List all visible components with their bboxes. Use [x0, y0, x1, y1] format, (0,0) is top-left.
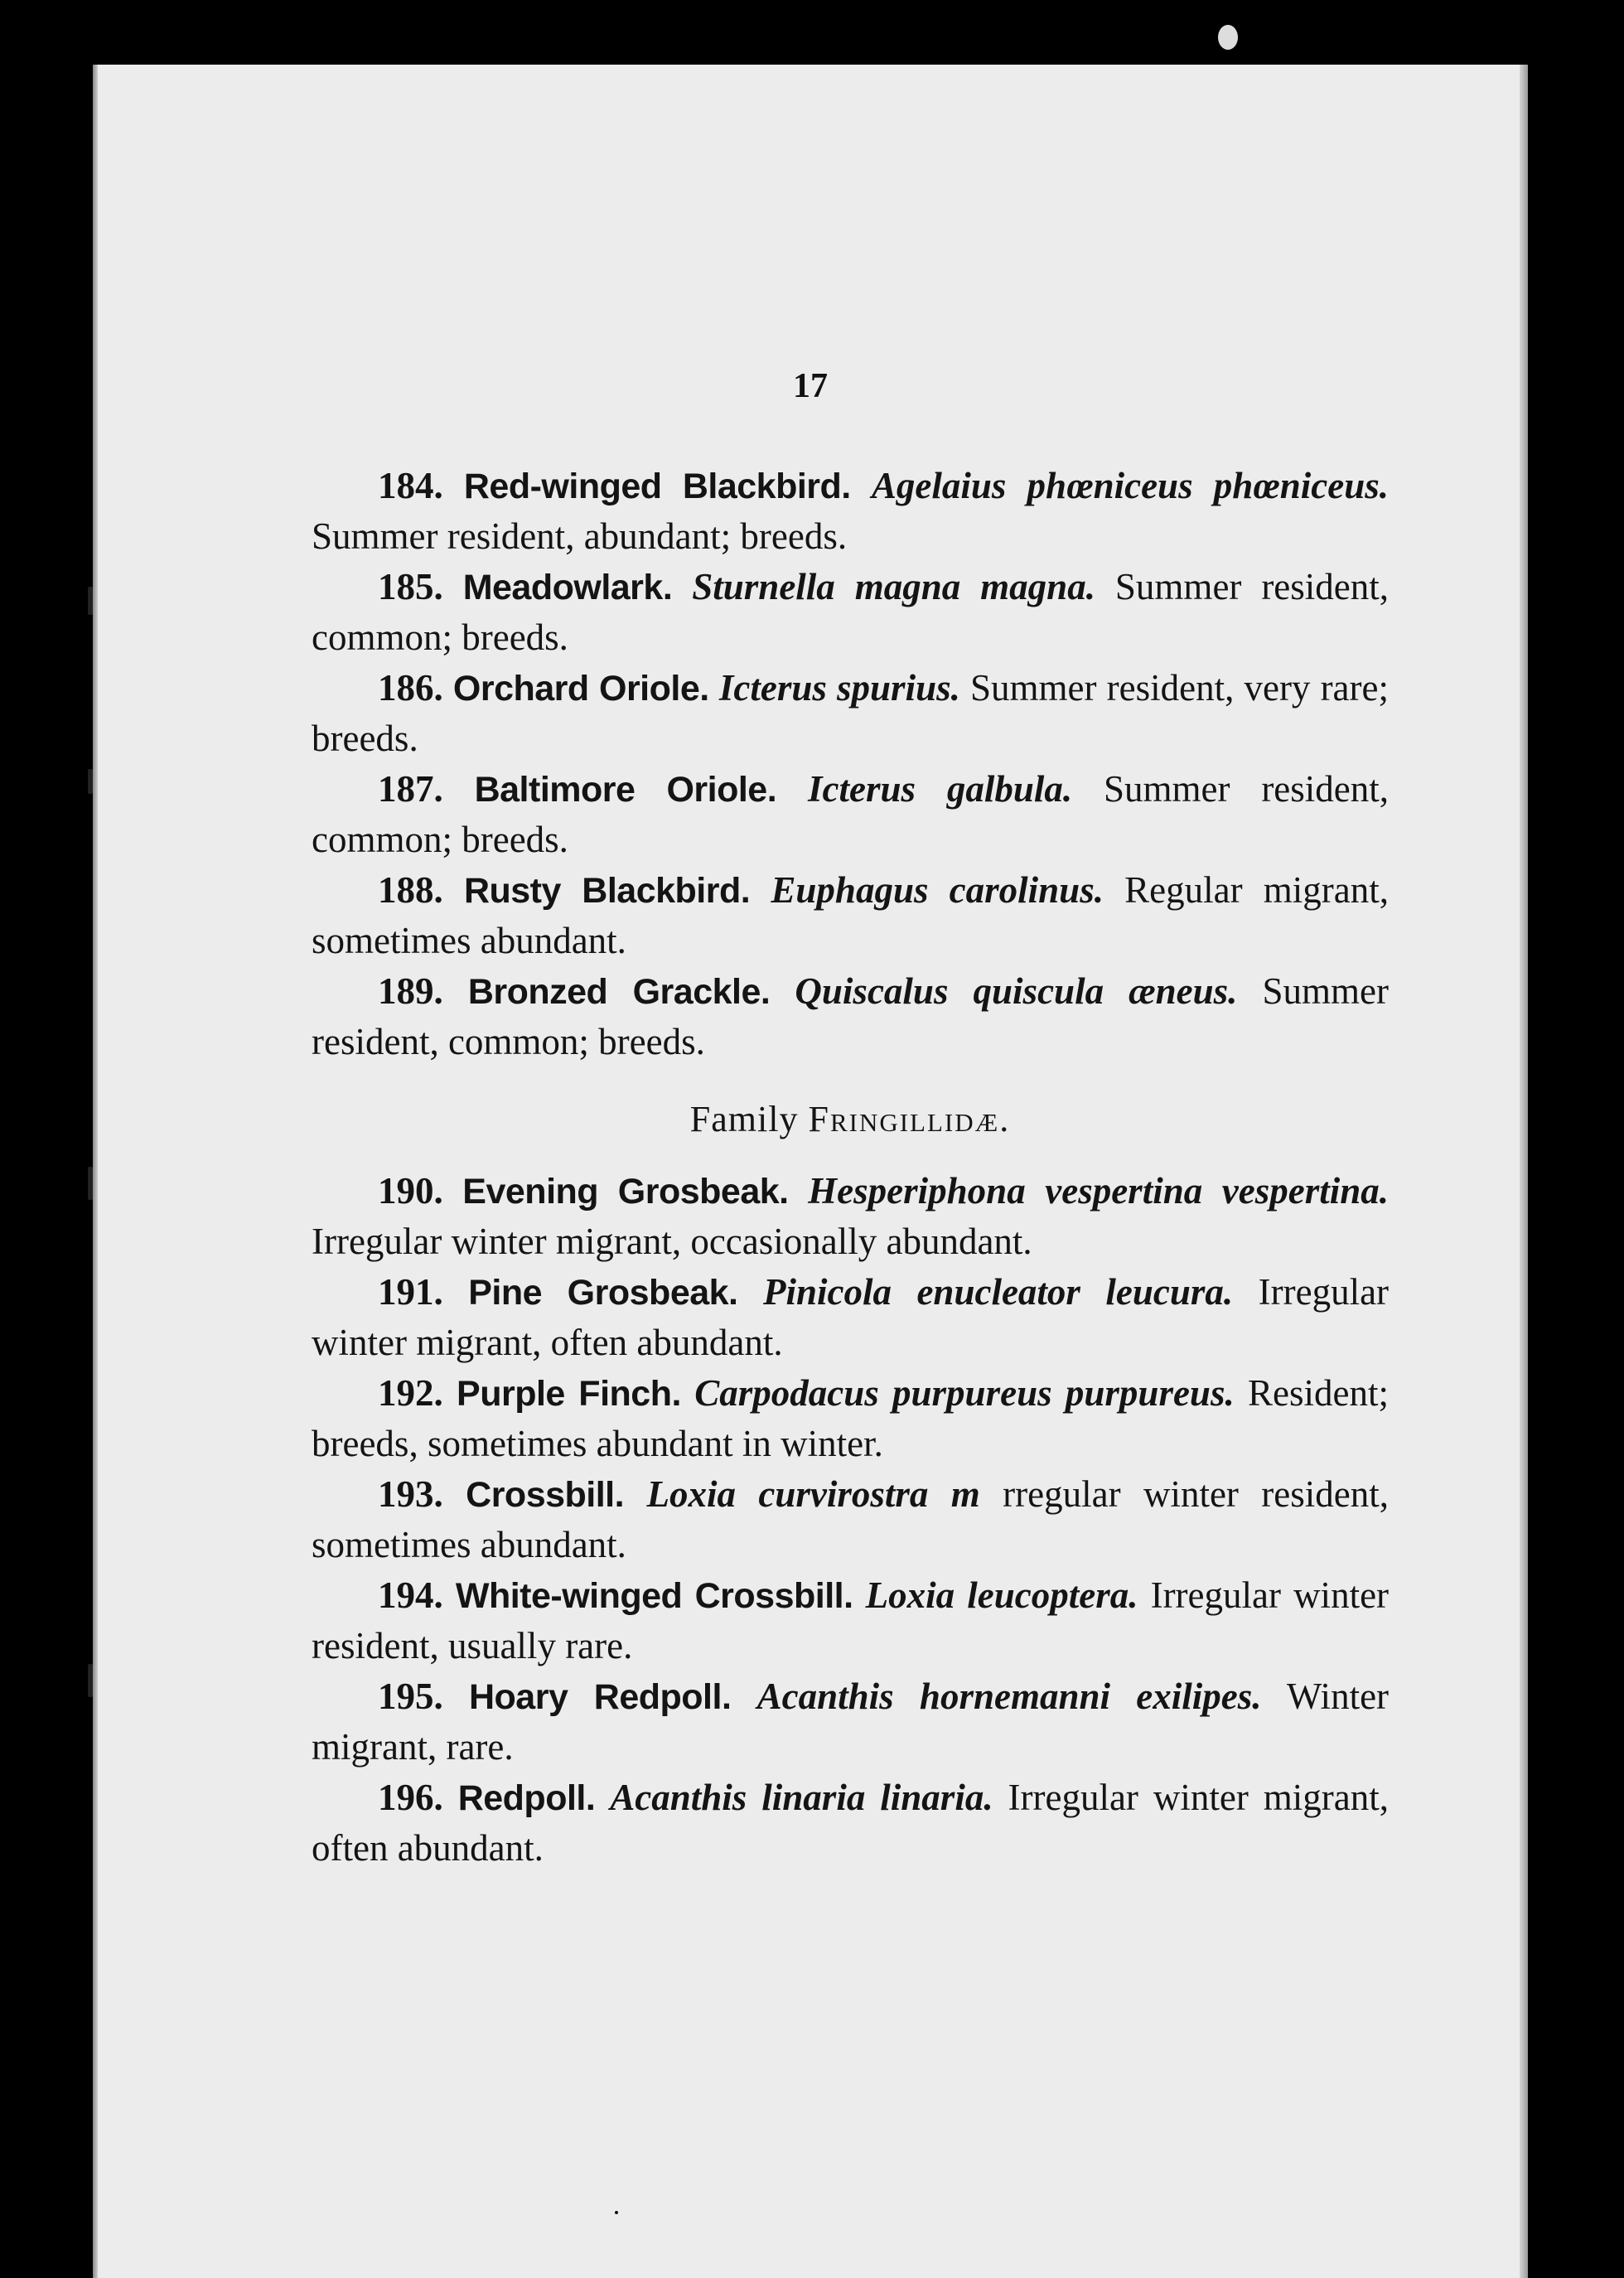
scientific-name: Euphagus carolinus. — [771, 869, 1104, 911]
common-name: Hoary Redpoll. — [468, 1677, 732, 1717]
common-name: Rusty Blackbird. — [463, 871, 751, 911]
common-name: White-winged Crossbill. — [455, 1576, 853, 1616]
entry-number: 189. — [378, 970, 443, 1012]
scientific-name: Acanthis hornemanni exilipes. — [756, 1676, 1262, 1717]
common-name: Purple Finch. — [457, 1374, 681, 1414]
status-note: Irregular winter migrant, occasionally abundant. — [312, 1221, 1032, 1262]
scientific-name: Hesperiphona vespertina vespertina. — [808, 1170, 1389, 1212]
gutter-speck — [88, 1664, 93, 1697]
entry-number: 193. — [378, 1473, 443, 1515]
species-entry-184 — [312, 461, 1389, 561]
common-name: Meadowlark. — [462, 568, 673, 607]
status-note: Summer resident, very rare; breeds. — [312, 667, 1389, 759]
common-name: Redpoll. — [457, 1778, 596, 1818]
scientific-name: Icterus galbula. — [808, 768, 1073, 810]
scientific-name: Carpodacus purpureus purpureus. — [694, 1372, 1235, 1414]
species-entry-193 — [312, 1469, 1389, 1569]
species-entry-189 — [312, 966, 1389, 1066]
status-note: Regular migrant, sometimes abundant. — [312, 869, 1390, 961]
scientific-name: Loxia leucoptera. — [865, 1574, 1138, 1616]
common-name: Bronzed Grackle. — [467, 972, 771, 1012]
scientific-name: Agelaius phœniceus phœniceus. — [871, 465, 1389, 506]
status-note: rregular winter resident, sometimes abundant. — [312, 1473, 1389, 1565]
entry-number: 194. — [378, 1574, 443, 1616]
scientific-name: Icterus spurius. — [718, 667, 960, 709]
species-entry-195 — [312, 1671, 1389, 1772]
gutter-speck — [88, 1167, 93, 1200]
scan-blemish — [1218, 25, 1238, 50]
species-entry-196 — [312, 1773, 1389, 1873]
species-entry-190 — [312, 1166, 1389, 1266]
entry-number: 185. — [378, 566, 443, 607]
book-page — [93, 65, 1528, 2278]
status-note: Irregular winter resident, usually rare. — [312, 1574, 1390, 1666]
species-entry-194 — [312, 1570, 1389, 1671]
status-note: Summer resident, common; breeds. — [312, 768, 1390, 860]
entry-number: 195. — [378, 1676, 443, 1717]
status-note: Irregular winter migrant, often abundant. — [312, 1777, 1389, 1869]
family-heading — [312, 1095, 1389, 1144]
entry-number: 184. — [378, 465, 443, 506]
entry-number: 188. — [378, 869, 443, 911]
scientific-name: Sturnella magna magna. — [692, 566, 1095, 607]
dust-speck — [615, 2211, 618, 2214]
gutter-speck — [88, 587, 93, 615]
entry-number: 196. — [378, 1777, 443, 1818]
scientific-name: Loxia curvirostra m — [646, 1473, 980, 1515]
species-entry-186 — [312, 663, 1389, 763]
species-list — [312, 461, 1389, 1874]
status-note: Resident; breeds, sometimes abundant in winter. — [312, 1372, 1389, 1464]
status-note: Summer resident, common; breeds. — [312, 566, 1390, 658]
species-entry-191 — [312, 1267, 1389, 1367]
species-entry-185 — [312, 562, 1389, 662]
family-heading-name: Fringillidæ. — [808, 1099, 1011, 1139]
common-name: Red-winged Blackbird. — [463, 467, 851, 506]
entry-number: 191. — [378, 1271, 443, 1313]
species-entry-187 — [312, 764, 1389, 864]
status-note: Summer resident, common; breeds. — [312, 970, 1390, 1062]
entry-number: 192. — [378, 1372, 443, 1414]
entry-number: 187. — [378, 768, 443, 810]
species-entry-192 — [312, 1368, 1389, 1468]
status-note: Winter migrant, rare. — [312, 1676, 1390, 1768]
species-entry-188 — [312, 865, 1389, 965]
common-name: Baltimore Oriole. — [474, 770, 777, 810]
common-name: Evening Grosbeak. — [462, 1172, 789, 1212]
common-name: Pine Grosbeak. — [468, 1273, 738, 1313]
status-note: Irregular winter migrant, often abundant. — [312, 1271, 1390, 1363]
scientific-name: Acanthis linaria linaria. — [610, 1777, 993, 1818]
page-number: 17 — [793, 367, 828, 405]
scientific-name: Quiscalus quiscula æneus. — [795, 970, 1238, 1012]
gutter-speck — [88, 769, 93, 794]
entry-number: 190. — [378, 1170, 443, 1212]
family-heading-prefix: Family — [689, 1099, 799, 1139]
scientific-name: Pinicola enucleator leucura. — [762, 1271, 1234, 1313]
common-name: Crossbill. — [466, 1475, 625, 1515]
common-name: Orchard Oriole. — [452, 669, 709, 709]
status-note: Summer resident, abundant; breeds. — [312, 515, 848, 557]
entry-number: 186. — [378, 667, 443, 709]
